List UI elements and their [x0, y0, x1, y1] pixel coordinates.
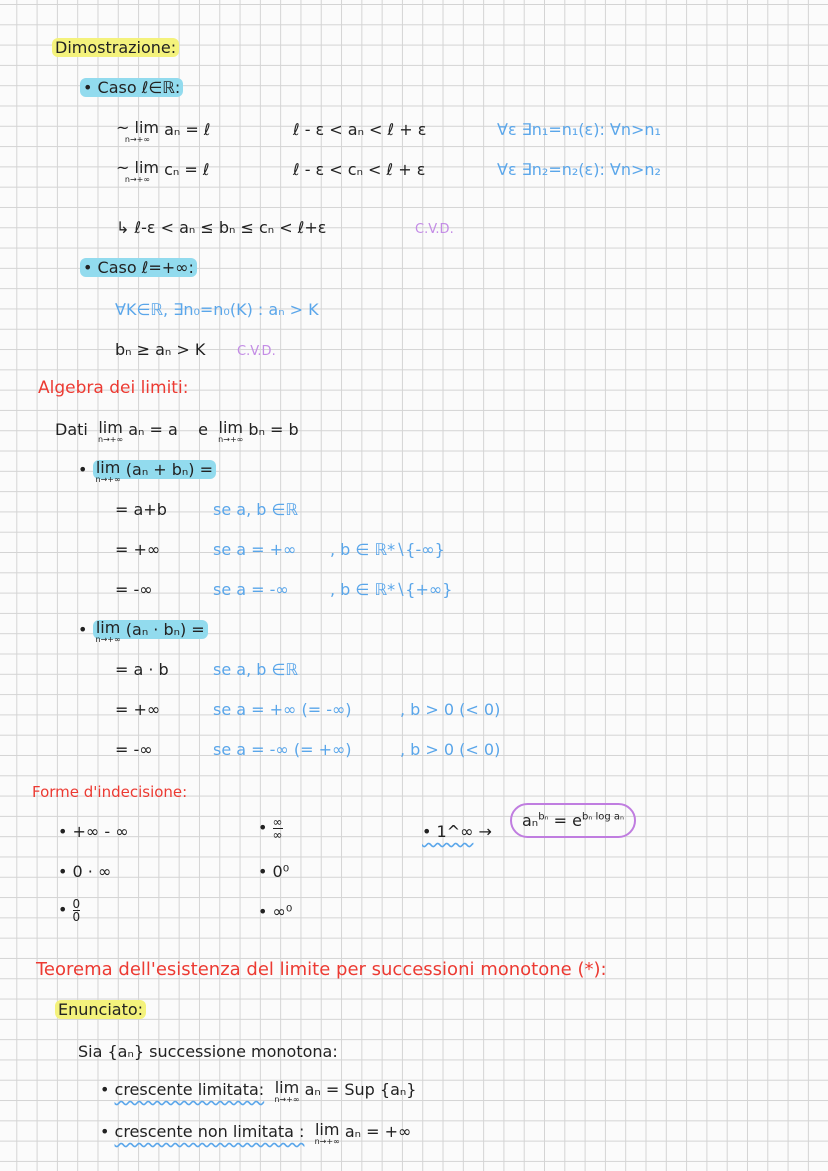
proof-line-4: ∀K∈ℝ, ∃n₀=n₀(K) : aₙ > K: [115, 300, 319, 319]
forms-title: Forme d'indecisione:: [32, 783, 188, 801]
prod-row-value: = a · b: [115, 660, 169, 679]
proof-line-2: ~ lim n→+∞ cₙ = ℓ: [116, 158, 210, 184]
form-zero-pow-zero: • 0⁰: [258, 862, 290, 881]
sum-row-cond: se a = +∞: [213, 540, 297, 559]
case-infinity: • Caso ℓ=+∞:: [80, 258, 197, 277]
sum-heading: • lim n→+∞ (aₙ + bₙ) =: [78, 460, 216, 484]
sum-row-value: = -∞: [115, 580, 153, 599]
prod-row-extra: , b > 0 (< 0): [400, 740, 501, 759]
form-inf-pow-zero: • ∞⁰: [258, 902, 293, 921]
proof-line-1: ~ lim n→+∞ aₙ = ℓ: [116, 118, 211, 144]
theorem-statement: Sia {aₙ} successione monotona:: [78, 1042, 338, 1061]
case-real: • Caso ℓ∈ℝ:: [80, 78, 183, 97]
proof-ineq-2: ℓ - ε < cₙ < ℓ + ε: [293, 160, 426, 179]
form-inf-minus-inf: • +∞ - ∞: [58, 822, 129, 841]
form-inf-over-inf: • $\frac{\infty}{\infty}$: [258, 815, 283, 842]
case-unbounded: • crescente non limitata : lim n→+∞ aₙ = +∞: [100, 1120, 412, 1146]
theorem-title: Teorema dell'esistenza del limite per successioni monotone (*):: [36, 959, 607, 980]
enunciato-label: Enunciato:: [55, 1000, 146, 1019]
prod-row-cond: se a = -∞ (= +∞): [213, 740, 352, 759]
sum-row-extra: , b ∈ ℝ*∖{-∞}: [330, 540, 445, 559]
form-zero-over-zero: • $\frac{0}{0}$: [58, 897, 81, 924]
prod-row-cond: se a = +∞ (= -∞): [213, 700, 352, 719]
form-zero-times-inf: • 0 · ∞: [58, 862, 112, 881]
prod-row-value: = -∞: [115, 740, 153, 759]
prod-row-cond: se a, b ∈ℝ: [213, 660, 299, 679]
case-bounded: • crescente limitata: lim n→+∞ aₙ = Sup {aₙ}: [100, 1078, 417, 1104]
sum-row-value: = a+b: [115, 500, 167, 519]
prod-row-value: = +∞: [115, 700, 161, 719]
sum-row-cond: se a, b ∈ℝ: [213, 500, 299, 519]
proof-quant-2: ∀ε ∃n₂=n₂(ε): ∀n>n₂: [497, 160, 661, 179]
prod-row-extra: , b > 0 (< 0): [400, 700, 501, 719]
form-one-pow-inf: • 1^∞ →: [422, 822, 492, 841]
proof-quant-1: ∀ε ∃n₁=n₁(ε): ∀n>n₁: [497, 120, 661, 139]
proof-ineq-1: ℓ - ε < aₙ < ℓ + ε: [293, 120, 427, 139]
cvd-2: C.V.D.: [237, 344, 276, 359]
proof-conclusion: ↳ ℓ-ε < aₙ ≤ bₙ ≤ cₙ < ℓ+ε: [116, 218, 327, 237]
sum-row-cond: se a = -∞: [213, 580, 289, 599]
algebra-title: Algebra dei limiti:: [38, 378, 189, 398]
algebra-given: Dati lim n→+∞ aₙ = a e lim n→+∞ bₙ = b: [55, 418, 299, 444]
exp-log-formula: $a_n^{b_n} = e^{b_n log a_n}$: [510, 808, 636, 831]
cvd-1: C.V.D.: [415, 222, 454, 237]
sum-row-extra: , b ∈ ℝ*∖{+∞}: [330, 580, 453, 599]
proof-title: Dimostrazione:: [52, 38, 179, 57]
product-heading: • lim n→+∞ (aₙ · bₙ) =: [78, 620, 208, 644]
proof-line-5: bₙ ≥ aₙ > K: [115, 340, 206, 359]
sum-row-value: = +∞: [115, 540, 161, 559]
